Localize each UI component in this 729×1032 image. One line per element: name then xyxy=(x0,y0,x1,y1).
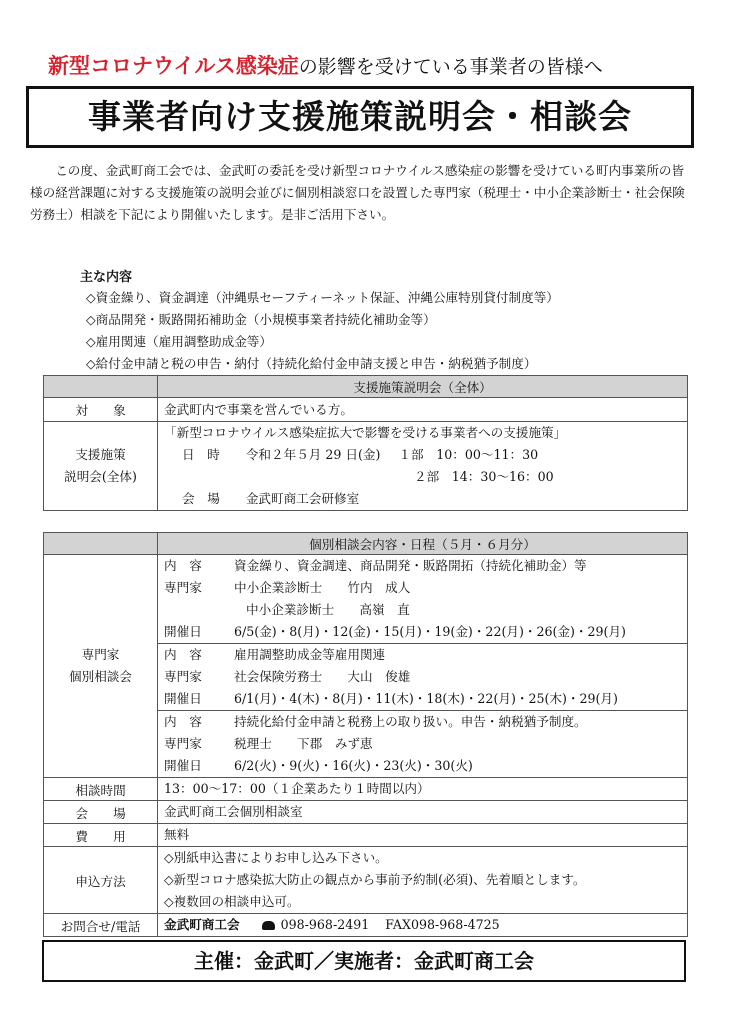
consult-blocks xyxy=(158,555,688,778)
list-item: ◇資金繰り、資金調達（沖縄県セーフティーネット保証、沖縄公庫特別貸付制度等） xyxy=(86,290,559,305)
list-item: ◇新型コロナ感染拡大防止の観点から事前予約制(必須)、先着順とします。 xyxy=(164,872,586,887)
consult-label: 専門家 個別相談会 xyxy=(44,555,158,778)
briefing-table xyxy=(43,375,688,511)
dates: 6/5(金)・8(月)・12(金)・15(月)・19(金)・22(月)・26(金)・29(月) xyxy=(234,624,626,639)
expert: 社会保険労務士 大山 俊雄 xyxy=(234,669,411,684)
expert: 中小企業診断士 竹内 成人 xyxy=(234,580,411,595)
session-venue-row xyxy=(164,488,681,510)
list-item: ◇雇用関連（雇用調整助成金等） xyxy=(86,334,272,349)
list-item: ◇複数回の相談申込可。 xyxy=(164,894,300,909)
time-value: 13：00～17：00（１企業あたり１時間以内） xyxy=(158,778,688,801)
venue-label: 会 場 xyxy=(182,491,220,506)
expert: 中小企業診断士 高嶺 直 xyxy=(246,602,410,617)
contact-details xyxy=(158,914,688,937)
subtitle-highlight: 新型コロナウイルス感染症 xyxy=(48,53,299,78)
apply-details xyxy=(158,847,688,914)
time-label: 相談時間 xyxy=(44,778,158,801)
list-item: ◇給付金申請と税の申告・納付（持続化給付金申請支援と申告・納税猶予制度） xyxy=(86,356,537,371)
consult-block: 内 容 資金繰り、資金調達、商品開発・販路開拓（持続化補助金）等 専門家 中小企業診断士 竹内 成人 中小企業診断士 高嶺 直 開催日 6/5(金)・8(月)・12(金)・15(月)・19(金)・22(月)・26(金)・29(月) xyxy=(164,558,626,639)
consult-block: 内 容 雇用調整助成金等雇用関連 専門家 社会保険労務士 大山 俊雄 開催日 6/1(月)・4(木)・8(月)・11(木)・18(木)・22(月)・25(木)・29(月) xyxy=(158,643,687,710)
contact-fax: FAX098-968-4725 xyxy=(385,917,500,932)
consult-header: 個別相談会内容・日程（５月・６月分） xyxy=(158,533,688,555)
consult-block: 内 容 持続化給付金申請と税務上の取り扱い。申告・納税猶予制度。 専門家 税理士 下郡 みず恵 開催日 6/2(火)・9(火)・16(火)・23(火)・30(火) xyxy=(158,710,687,777)
target-value: 金武町内で事業を営んでいる方。 xyxy=(158,398,688,422)
contact-label: お問合せ/電話 xyxy=(44,914,158,937)
date-label: 日 時 xyxy=(182,447,220,462)
apply-label: 申込方法 xyxy=(44,847,158,914)
part1: １部 10：00～11：30 xyxy=(398,447,539,462)
content: 雇用調整助成金等雇用関連 xyxy=(234,647,386,662)
part2: ２部 14：30～16：00 xyxy=(414,469,554,484)
session-title: 「新型コロナウイルス感染症拡大で影響を受ける事業者への支援施策」 xyxy=(164,425,567,440)
dates: 6/2(火)・9(火)・16(火)・23(火)・30(火) xyxy=(234,758,473,773)
contact-org: 金武町商工会 xyxy=(164,917,240,932)
session-details xyxy=(158,422,688,511)
content: 持続化給付金申請と税務上の取り扱い。申告・納税猶予制度。 xyxy=(234,714,587,729)
phone-icon xyxy=(262,921,275,930)
list-item: ◇商品開発・販路開拓補助金（小規模事業者持続化補助金等） xyxy=(86,312,436,327)
venue-value: 金武町商工会研修室 xyxy=(245,491,360,506)
venue-value: 金武町商工会個別相談室 xyxy=(158,801,688,824)
subtitle xyxy=(48,50,603,80)
list-item: ◇別紙申込書によりお申し込み下さい。 xyxy=(164,850,388,865)
briefing-header: 支援施策説明会（全体） xyxy=(158,376,688,398)
session-label: 支援施策 説明会(全体) xyxy=(44,422,158,511)
expert: 税理士 下郡 みず恵 xyxy=(234,736,373,751)
contact-tel: 098-968-2491 xyxy=(280,917,370,932)
session-date-row xyxy=(164,444,681,466)
page-title: 事業者向け支援施策説明会・相談会 xyxy=(26,86,694,148)
intro-paragraph: この度、金武町商工会では、金武町の委託を受け新型コロナウイルス感染症の影響を受けている町内事業所の皆様の経営課題に対する支援施策の説明会並びに個別相談窓口を設置した専門家（税理士・中小企業診断士・社会保険労務士）相談を下記により開催いたします。是非ご活用下さい。 xyxy=(30,163,685,222)
content: 資金繰り、資金調達、商品開発・販路開拓（持続化補助金）等 xyxy=(234,558,587,573)
footer-organizer: 主催：金武町／実施者：金武町商工会 xyxy=(42,940,686,982)
venue-label: 会 場 xyxy=(44,801,158,824)
target-label: 対 象 xyxy=(44,398,158,422)
date-value: 令和２年５月 29 日(金) xyxy=(245,447,381,462)
dates: 6/1(月)・4(木)・8(月)・11(木)・18(木)・22(月)・25(木)・29(月) xyxy=(234,691,618,706)
fee-label: 費 用 xyxy=(44,824,158,847)
fee-value: 無料 xyxy=(158,824,688,847)
subtitle-rest: の影響を受けている事業者の皆様へ xyxy=(298,56,603,78)
main-contents-list xyxy=(86,287,559,375)
main-contents-label: 主な内容 xyxy=(80,270,133,285)
consult-table xyxy=(43,532,688,937)
